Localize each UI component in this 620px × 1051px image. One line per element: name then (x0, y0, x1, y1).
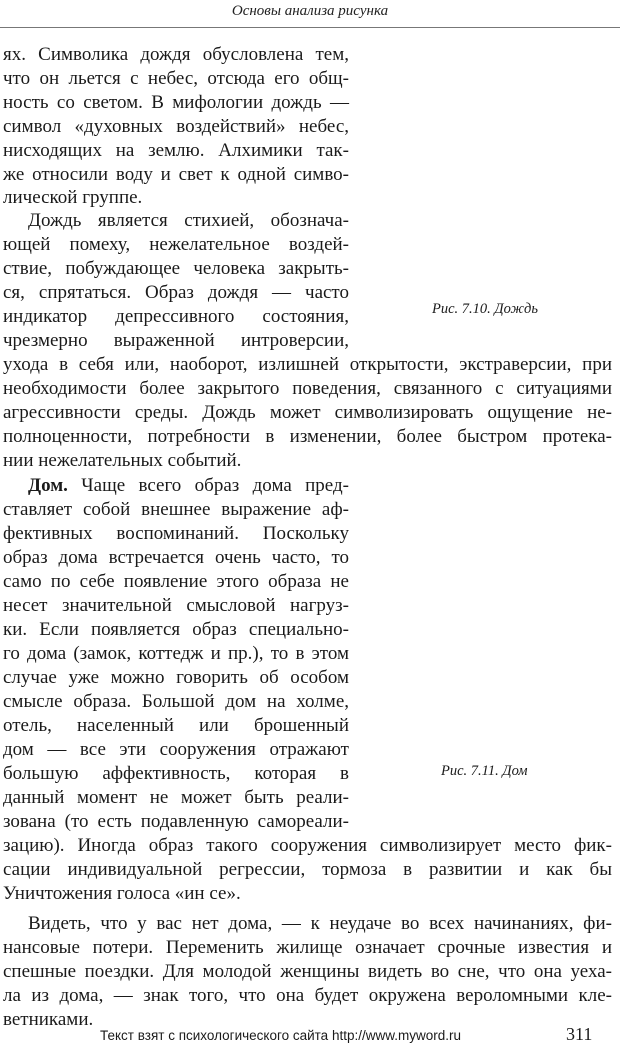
text-line: ветниками. (3, 1009, 94, 1030)
text-line: чрезмерно выраженной интроверсии, (3, 330, 349, 351)
text-line: ствие, побуждающее человека закрыть- (3, 258, 349, 279)
text-line: образ дома встречается очень часто, то (3, 547, 349, 568)
house-heading: Дом. (28, 475, 68, 496)
text-line: дом — все эти сооружения отражают (3, 739, 349, 760)
text-line: Видеть, что у вас нет дома, — к неудаче во всех начинаниях, фи- (28, 913, 612, 934)
text-line: отель, населенный или брошенный (3, 715, 349, 736)
text-line: Уничтожения голоса «ин се». (3, 883, 241, 904)
text-line: нансовые потери. Переменить жилище означает срочные известия и (3, 937, 612, 958)
text-line: зована (то есть подавленную самореали- (3, 811, 349, 832)
text-line: ях. Символика дождя обусловлена тем, (3, 44, 349, 65)
text-line: полноценности, потребности в изменении, более быстром протека- (3, 426, 612, 447)
text-line: нии нежелательных событий. (3, 450, 242, 471)
text-line: сации индивидуальной регрессии, тормоза в развитии и как бы (3, 859, 612, 880)
text-line: ла из дома, — знак того, что она будет окружена вероломными кле- (3, 985, 612, 1006)
text-line: ность со светом. В мифологии дождь — (3, 92, 349, 113)
text-line: что он льется с небес, отсюда его общ- (3, 68, 349, 89)
text-line: большую аффективность, которая в (3, 763, 349, 784)
source-footer: Текст взят с психологического сайта http://www.myword.ru (100, 1028, 461, 1043)
text-line: символ «духовных воздействий» небес, (3, 116, 349, 137)
text-line: Дождь является стихией, обознача- (28, 210, 349, 231)
text-line: само по себе появление этого образа не (3, 571, 349, 592)
text-line: ки. Если появляется образ специально- (3, 619, 349, 640)
text-line: зацию). Иногда образ такого сооружения символизирует место фик- (3, 835, 612, 856)
running-header: Основы анализа рисунка (231, 3, 389, 19)
page-number: 311 (566, 1024, 593, 1044)
text-line: спешные поездки. Для молодой женщины видеть во сне, что она уеха- (3, 961, 612, 982)
header-divider (0, 27, 620, 28)
text-line: смысле образа. Большой дом на холме, (3, 691, 349, 712)
text-line: лической группе. (3, 187, 143, 208)
text-line: несет значительной смысловой нагруз- (3, 595, 349, 616)
text-line: случае уже можно говорить об особом (3, 667, 349, 688)
text-line: нисходящих на землю. Алхимики так- (3, 140, 349, 161)
text-line: агрессивности среды. Дождь может символизировать ощущение не- (3, 402, 612, 423)
text-line: данный момент не может быть реали- (3, 787, 349, 808)
text-line: необходимости более закрытого поведения, связанного с ситуациями (3, 378, 612, 399)
text-line: ухода в себя или, наоборот, излишней открытости, экстраверсии, при (3, 354, 612, 375)
text-line: индикатор депрессивного состояния, (3, 306, 349, 327)
text-line: ющей помеху, нежелательное воздей- (3, 234, 349, 255)
text-line: фективных воспоминаний. Поскольку (3, 523, 349, 544)
text-line: Чаще всего образ дома пред- (67, 475, 349, 496)
figure-caption-house: Рис. 7.11. Дом (441, 763, 528, 779)
text-line: ставляет собой внешнее выражение аф- (3, 499, 349, 520)
text-line: ся, спрятаться. Образ дождя — часто (3, 282, 349, 303)
text-line: го дома (замок, коттедж и пр.), то в этом (3, 643, 349, 664)
figure-caption-rain: Рис. 7.10. Дождь (432, 301, 538, 317)
text-line: же относили воду и свет к одной симво- (3, 164, 349, 185)
house-first-line (28, 474, 349, 497)
